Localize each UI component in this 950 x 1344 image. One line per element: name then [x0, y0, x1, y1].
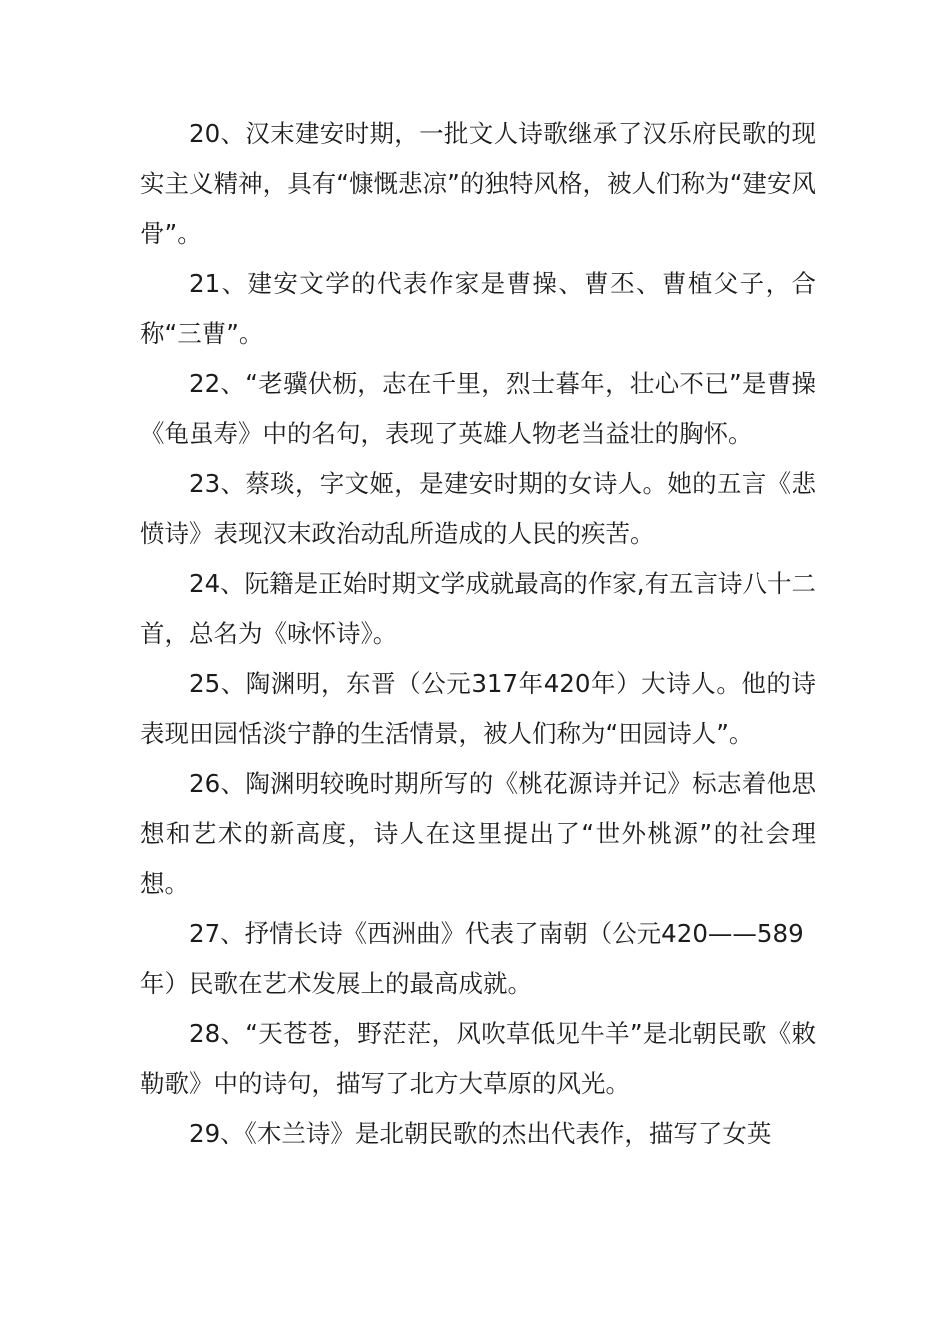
paragraph-28: 28、“天苍苍，野茫茫，风吹草低见牛羊”是北朝民歌《敕勒歌》中的诗句，描写了北方大草原的风光。: [140, 1019, 816, 1098]
paragraph-29: 29、《木兰诗》是北朝民歌的杰出代表作，描写了女英: [189, 1119, 772, 1148]
document-body: [140, 109, 816, 1159]
paragraph-22: 22、“老骥伏枥，志在千里，烈士暮年，壮心不已”是曹操《龟虽寿》中的名句，表现了英雄人物老当益壮的胸怀。: [140, 369, 816, 448]
paragraph-25: 25、陶渊明，东晋（公元317年420年）大诗人。他的诗表现田园恬淡宁静的生活情景，被人们称为“田园诗人”。: [140, 669, 816, 748]
paragraph-26: 26、陶渊明较晚时期所写的《桃花源诗并记》标志着他思想和艺术的新高度，诗人在这里提出了“世外桃源”的社会理想。: [140, 769, 816, 898]
paragraph-21: 21、建安文学的代表作家是曹操、曹丕、曹植父子，合称“三曹”。: [140, 269, 816, 348]
paragraph-23: 23、蔡琰，字文姬，是建安时期的女诗人。她的五言《悲愤诗》表现汉末政治动乱所造成的人民的疾苦。: [140, 469, 816, 548]
paragraph-20: 20、汉末建安时期，一批文人诗歌继承了汉乐府民歌的现实主义精神，具有“慷慨悲凉”的独特风格，被人们称为“建安风骨”。: [140, 119, 816, 248]
paragraph-27: 27、抒情长诗《西洲曲》代表了南朝（公元420——589: [189, 919, 804, 948]
paragraph-27-continuation: 年）民歌在艺术发展上的最高成就。: [140, 969, 532, 998]
paragraph-24: 24、阮籍是正始时期文学成就最高的作家,有五言诗八十二首，总名为《咏怀诗》。: [140, 569, 816, 648]
